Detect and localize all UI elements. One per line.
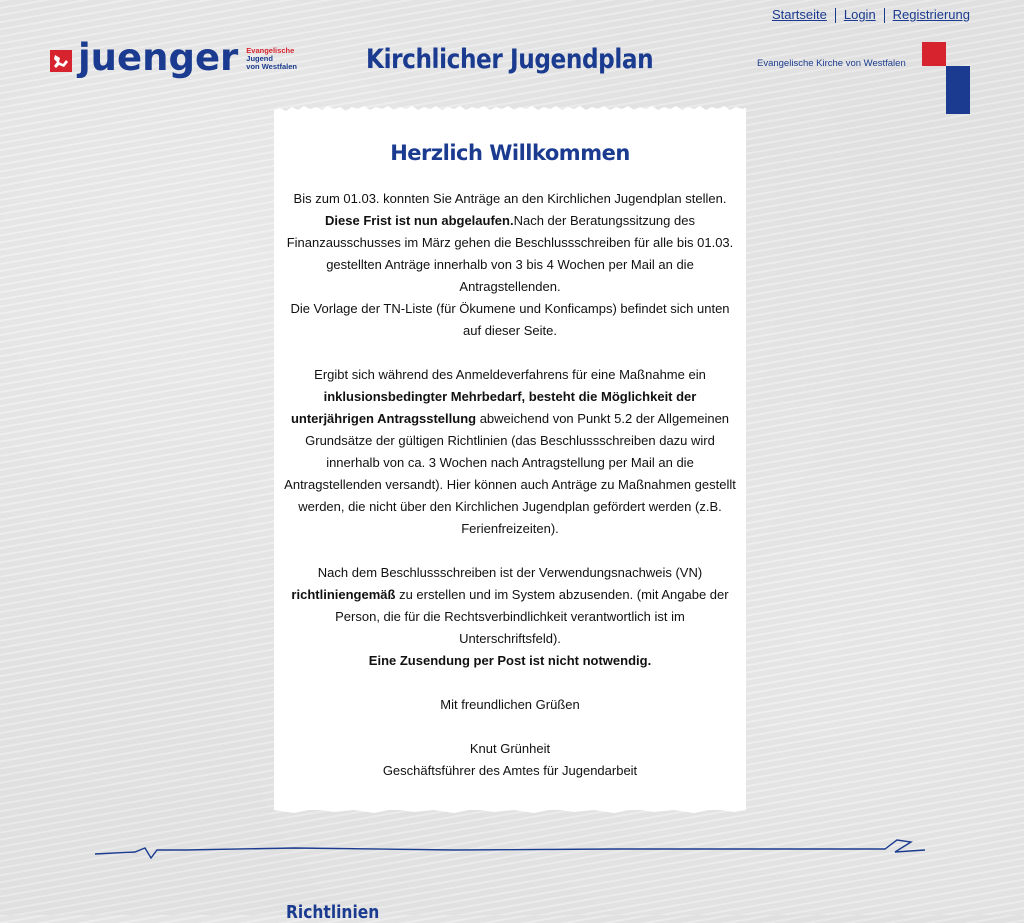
welcome-p1-deadline-notice: Diese Frist ist nun abgelaufen. [325,213,514,228]
welcome-p2-inclusion-notice: inklusionsbedingter Mehrbedarf, besteht die Möglichkeit der unterjährigen Antragsstellung [290,389,697,426]
logo-sub-line-2: Jugend [246,54,273,63]
juenger-logo-word: juenger [78,36,239,79]
nav-link-login[interactable]: Login [843,7,876,22]
welcome-p1-tn-list-note: Die Vorlage der TN-Liste (für Ökumene und Konficamps) befindet sich unten auf dieser Seite. [290,301,730,338]
welcome-p2-text-a: Ergibt sich während des Anmeldeverfahrens für eine Maßnahme ein [314,367,706,382]
juenger-logo[interactable] [50,36,298,80]
logo-sub-line-3: von Westfalen [246,62,298,71]
juenger-logo-mark-icon [50,50,72,72]
welcome-p3-no-post-notice: Eine Zusendung per Post ist nicht notwendig. [368,653,652,668]
ekvw-logo-red-square [922,42,946,66]
welcome-signer-name: Knut Grünheit [469,741,551,756]
top-navigation [764,7,970,23]
welcome-card [274,113,746,810]
welcome-p3-guideline-term: richtliniengemäß [291,587,396,602]
welcome-p3-text-a: Nach dem Beschlussschreiben ist der Verwendungsnachweis (VN) [317,565,703,580]
ekvw-logo-blue-bar [946,66,970,114]
nav-link-registrierung[interactable]: Registrierung [892,7,970,22]
welcome-greeting: Mit freundlichen Grüßen [440,697,580,712]
welcome-paragraph-3 [284,562,736,672]
welcome-paragraph-1 [284,188,736,342]
welcome-p1-text-c: Nach der Beratungssitzung des Finanzausschusses im März gehen die Beschlussschreiben für alle bis 01.03. gestellten Anträge innerhalb von 3 bis 4 Wochen per Mail an die Antragstellenden. [286,213,734,294]
welcome-title: Herzlich Willkommen [390,141,630,165]
juenger-logo-subtitle [246,47,297,71]
section-divider-line [95,836,925,866]
nav-link-startseite[interactable]: Startseite [771,7,827,22]
site-title: Kirchlicher Jugendplan [366,44,654,75]
welcome-paragraph-2 [284,364,736,540]
logo-sub-line-1: Evangelische [246,46,295,55]
welcome-p2-text-c: abweichend von Punkt 5.2 der Allgemeinen Grundsätze der gültigen Richtlinien (das Beschlussschreiben dazu wird innerhalb von ca. 3 Wochen nach Antragstellung per Mail an die Antragstellenden versandt). Hier können auch Anträge zu Maßnahmen gestellt werden, die nicht über den Kirchlichen Jugendplan gefördert werden (z.B. Ferienfreizeiten). [284,411,736,536]
welcome-p3-text-c: zu erstellen und im System abzusenden. (mit Angabe der Person, die für die Rechtsverbindlichkeit verantwortlich ist im Unterschriftsfeld). [335,587,729,646]
paper-torn-edge-bottom [274,800,746,816]
ekvw-logo-text: Evangelische Kirche von Westfalen [757,58,906,69]
section-heading-richtlinien: Richtlinien [286,902,380,923]
welcome-p1-text-a: Bis zum 01.03. konnten Sie Anträge an den Kirchlichen Jugendplan stellen. [293,191,727,206]
welcome-signer-role: Geschäftsführer des Amtes für Jugendarbeit [382,763,638,778]
welcome-body [284,188,736,782]
